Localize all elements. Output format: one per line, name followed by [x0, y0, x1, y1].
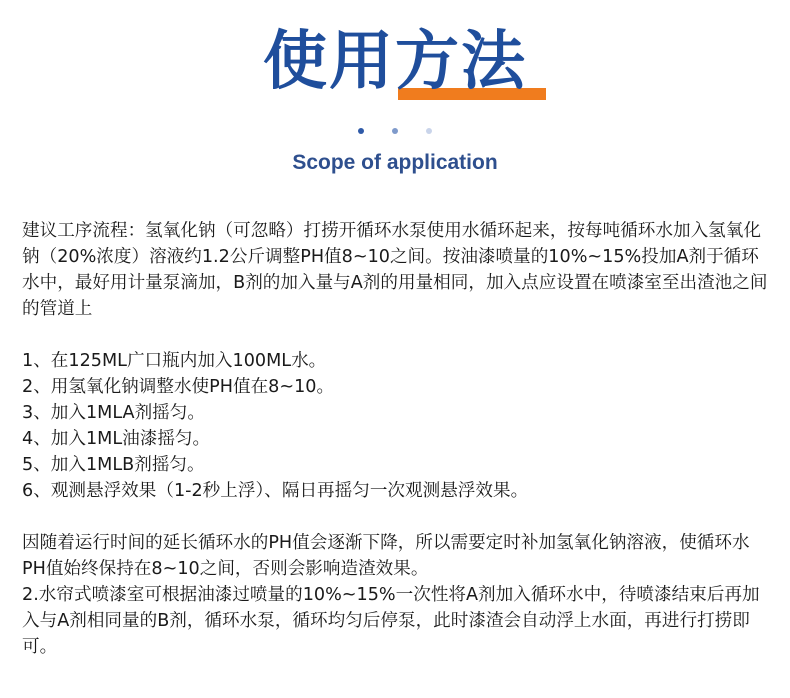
spacer — [22, 504, 772, 530]
spacer — [22, 322, 772, 348]
decorative-dots — [0, 128, 790, 134]
steps-list — [22, 348, 772, 504]
title-wrap — [0, 22, 790, 102]
dot-icon — [426, 128, 432, 134]
note-paragraph: 2.水帘式喷漆室可根据油漆过喷量的10%~15%一次性将A剂加入循环水中，待喷漆结束后再加入与A剂相同量的B剂，循环水泵，循环均匀后停泵，此时漆渣会自动浮上水面，再进行打捞即可。 — [22, 585, 760, 657]
page-header — [0, 0, 790, 200]
intro-paragraph: 建议工序流程：氢氧化钠（可忽略）打捞开循环水泵使用水循环起来，按每吨循环水加入氢氧化钠（20%浓度）溶液约1.2公斤调整PH值8~10之间。按油漆喷量的10%~15%投加A剂于循环水中，最好用计量泵滴加，B剂的加入量与A剂的用量相同，加入点应设置在喷漆室至出渣池之间的管道上 — [22, 221, 768, 319]
step-item: 1、在125ML广口瓶内加入100ML水。 — [22, 351, 327, 371]
step-item: 3、加入1MLA剂摇匀。 — [22, 403, 205, 423]
instructions-body — [22, 218, 772, 660]
page-subtitle: Scope of application — [292, 151, 498, 174]
page-title: 使用方法 — [263, 25, 527, 99]
note-paragraph: 因随着运行时间的延长循环水的PH值会逐渐下降，所以需要定时补加氢氧化钠溶液，使循环水PH值始终保持在8~10之间，否则会影响造渣效果。 — [22, 533, 750, 579]
step-item: 2、用氢氧化钠调整水使PH值在8~10。 — [22, 377, 335, 397]
step-item: 4、加入1ML油漆摇匀。 — [22, 429, 211, 449]
dot-icon — [392, 128, 398, 134]
step-item: 6、观测悬浮效果（1-2秒上浮）、隔日再摇匀一次观测悬浮效果。 — [22, 481, 529, 501]
dot-icon — [358, 128, 364, 134]
step-item: 5、加入1MLB剂摇匀。 — [22, 455, 205, 475]
